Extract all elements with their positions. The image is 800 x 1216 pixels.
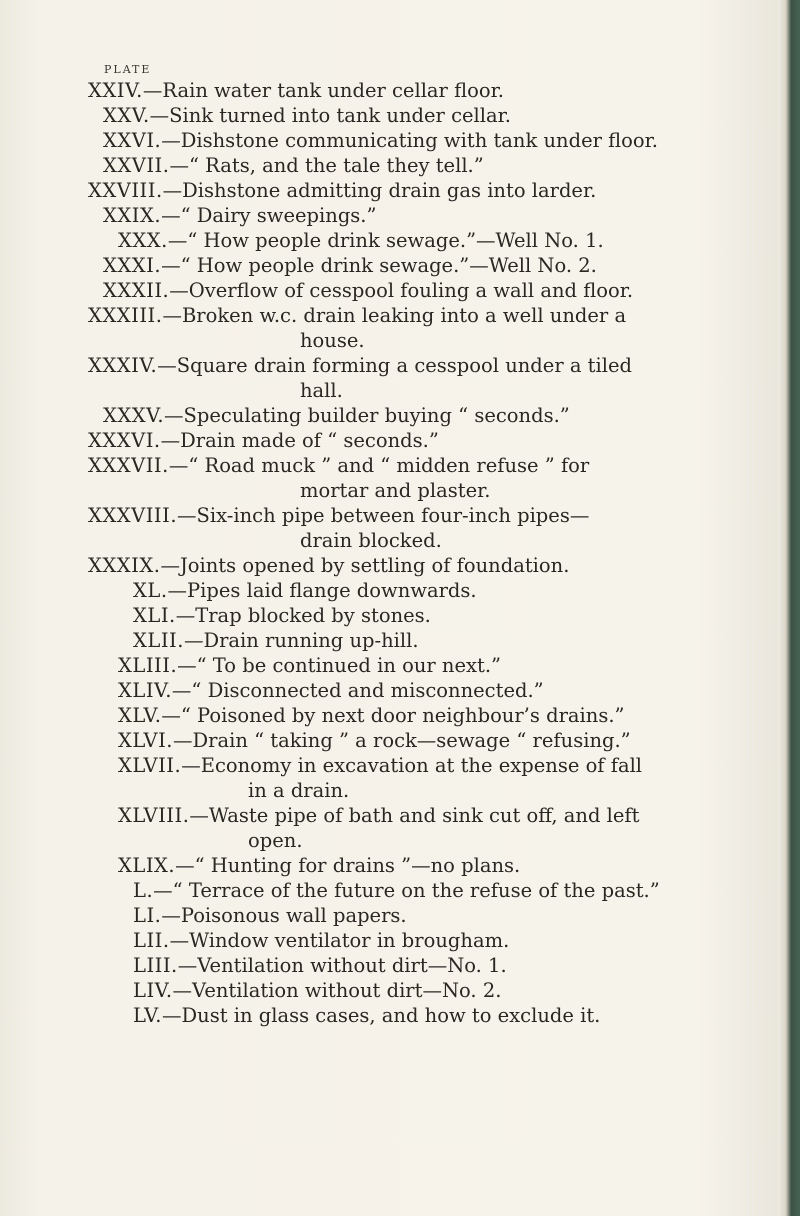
plate-entry [133, 978, 501, 1003]
plate-number: LIV. [133, 979, 173, 1002]
plate-entry [103, 278, 633, 303]
plate-caption: —“ Disconnected and misconnected.” [171, 679, 544, 702]
plate-number: XLVII. [118, 754, 182, 777]
plate-number: XXXIII. [88, 304, 163, 327]
plate-caption: —“ Rats, and the tale they tell.” [169, 154, 484, 177]
plate-entry [103, 203, 376, 228]
plate-caption-continuation: mortar and plaster. [300, 479, 491, 502]
plate-number: XXVIII. [88, 179, 163, 202]
plate-entry [88, 503, 589, 528]
plate-number: XXXIV. [88, 354, 158, 377]
plate-caption: —Dust in glass cases, and how to exclude it. [162, 1004, 601, 1027]
plate-caption: —Window ventilator in brougham. [169, 929, 510, 952]
plate-entry [88, 78, 504, 103]
plate-entry [88, 453, 589, 478]
plate-caption: —Six-inch pipe between four-inch pipes— [177, 504, 590, 527]
plate-number: XLIV. [118, 679, 172, 702]
plate-entry [133, 878, 660, 903]
plate-number: XLII. [133, 629, 184, 652]
plate-caption: —Drain made of “ seconds.” [160, 429, 439, 452]
plate-caption: —Ventilation without dirt—No. 1. [177, 954, 507, 977]
plate-caption: —Square drain forming a cesspool under a tiled [157, 354, 633, 377]
plate-caption: —“ Dairy sweepings.” [161, 204, 377, 227]
plate-caption: —“ How people drink sewage.”—Well No. 2. [161, 254, 597, 277]
plate-entry [118, 678, 544, 703]
plate-number: XLV. [118, 704, 162, 727]
plate-number: XXVII. [103, 154, 170, 177]
plate-caption: —Broken w.c. drain leaking into a well under a [162, 304, 627, 327]
plate-entry [103, 128, 658, 153]
plate-number: XXXV. [103, 404, 165, 427]
plate-number: XXXII. [103, 279, 170, 302]
plate-number: XXXVI. [88, 429, 161, 452]
plate-caption-continuation: house. [300, 329, 365, 352]
plate-entry [133, 1003, 600, 1028]
plate-entry [118, 803, 639, 828]
plate-entry [118, 653, 501, 678]
plate-caption: —Waste pipe of bath and sink cut off, and left [189, 804, 640, 827]
plate-caption: —Economy in excavation at the expense of fall [181, 754, 643, 777]
plate-caption: —Joints opened by settling of foundation. [160, 554, 570, 577]
plate-caption: —Dishstone communicating with tank under floor. [161, 129, 659, 152]
plate-entry [118, 228, 604, 253]
plate-entry [133, 953, 507, 978]
plate-number: L. [133, 879, 154, 902]
plate-caption: —Sink turned into tank under cellar. [149, 104, 512, 127]
plate-number: XXXIX. [88, 554, 161, 577]
plate-caption: —“ Road muck ” and “ midden refuse ” for [168, 454, 590, 477]
plate-entry [103, 403, 570, 428]
plate-caption: —“ To be continued in our next.” [177, 654, 502, 677]
plate-entry [88, 303, 626, 328]
plate-entry [103, 103, 511, 128]
plate-number: XXVI. [103, 129, 162, 152]
plate-caption: —“ Poisoned by next door neighbour’s drains.” [161, 704, 625, 727]
plate-caption: —Overflow of cesspool fouling a wall and floor. [169, 279, 634, 302]
plate-number: LI. [133, 904, 162, 927]
plate-caption: —Ventilation without dirt—No. 2. [172, 979, 502, 1002]
plate-entry [88, 178, 596, 203]
plate-number: XLVIII. [118, 804, 190, 827]
plate-number: XLVI. [118, 729, 174, 752]
plate-entry [133, 628, 419, 653]
plate-number: XXV. [103, 104, 150, 127]
plate-number: LIII. [133, 954, 178, 977]
plate-caption: —Drain running up-hill. [183, 629, 419, 652]
plate-entry [103, 153, 484, 178]
plate-caption: —Poisonous wall papers. [161, 904, 407, 927]
plate-entry [133, 603, 431, 628]
plate-number: XXXI. [103, 254, 162, 277]
plate-entry [118, 703, 625, 728]
plate-entry [133, 903, 407, 928]
plate-caption: —“ Terrace of the future on the refuse of the past.” [153, 879, 660, 902]
plate-caption: —Speculating builder buying “ seconds.” [164, 404, 570, 427]
page-edge [778, 0, 800, 1216]
plate-caption: —“ Hunting for drains ”—no plans. [175, 854, 521, 877]
plate-entry [88, 353, 632, 378]
plate-number: XLI. [133, 604, 176, 627]
plate-entry [103, 253, 597, 278]
plate-caption: —Rain water tank under cellar floor. [142, 79, 504, 102]
plate-caption-continuation: open. [248, 829, 303, 852]
plate-label: PLATE [104, 63, 152, 76]
plate-number: LII. [133, 929, 170, 952]
plate-entry [133, 928, 509, 953]
plate-entry [88, 428, 439, 453]
plate-number: XXIX. [103, 204, 162, 227]
plate-number: XL. [133, 579, 168, 602]
plate-caption-continuation: in a drain. [248, 779, 350, 802]
plate-number: XLIX. [118, 854, 176, 877]
plate-caption-continuation: hall. [300, 379, 343, 402]
plate-entry [88, 553, 569, 578]
plate-caption: —Trap blocked by stones. [175, 604, 431, 627]
plate-number: XLIII. [118, 654, 178, 677]
plate-caption: —Pipes laid flange downwards. [167, 579, 477, 602]
plate-caption: —“ How people drink sewage.”—Well No. 1. [167, 229, 604, 252]
plate-caption: —Dishstone admitting drain gas into larder. [162, 179, 597, 202]
plate-entry [118, 728, 631, 753]
plate-number: XXIV. [88, 79, 143, 102]
plate-entry [133, 578, 477, 603]
plate-number: XXXVII. [88, 454, 169, 477]
plate-number: XXXVIII. [88, 504, 178, 527]
plate-caption-continuation: drain blocked. [300, 529, 442, 552]
plate-caption: —Drain “ taking ” a rock—sewage “ refusing.” [173, 729, 631, 752]
plate-entry [118, 753, 642, 778]
plate-number: XXX. [118, 229, 168, 252]
plate-number: LV. [133, 1004, 163, 1027]
plate-entry [118, 853, 520, 878]
